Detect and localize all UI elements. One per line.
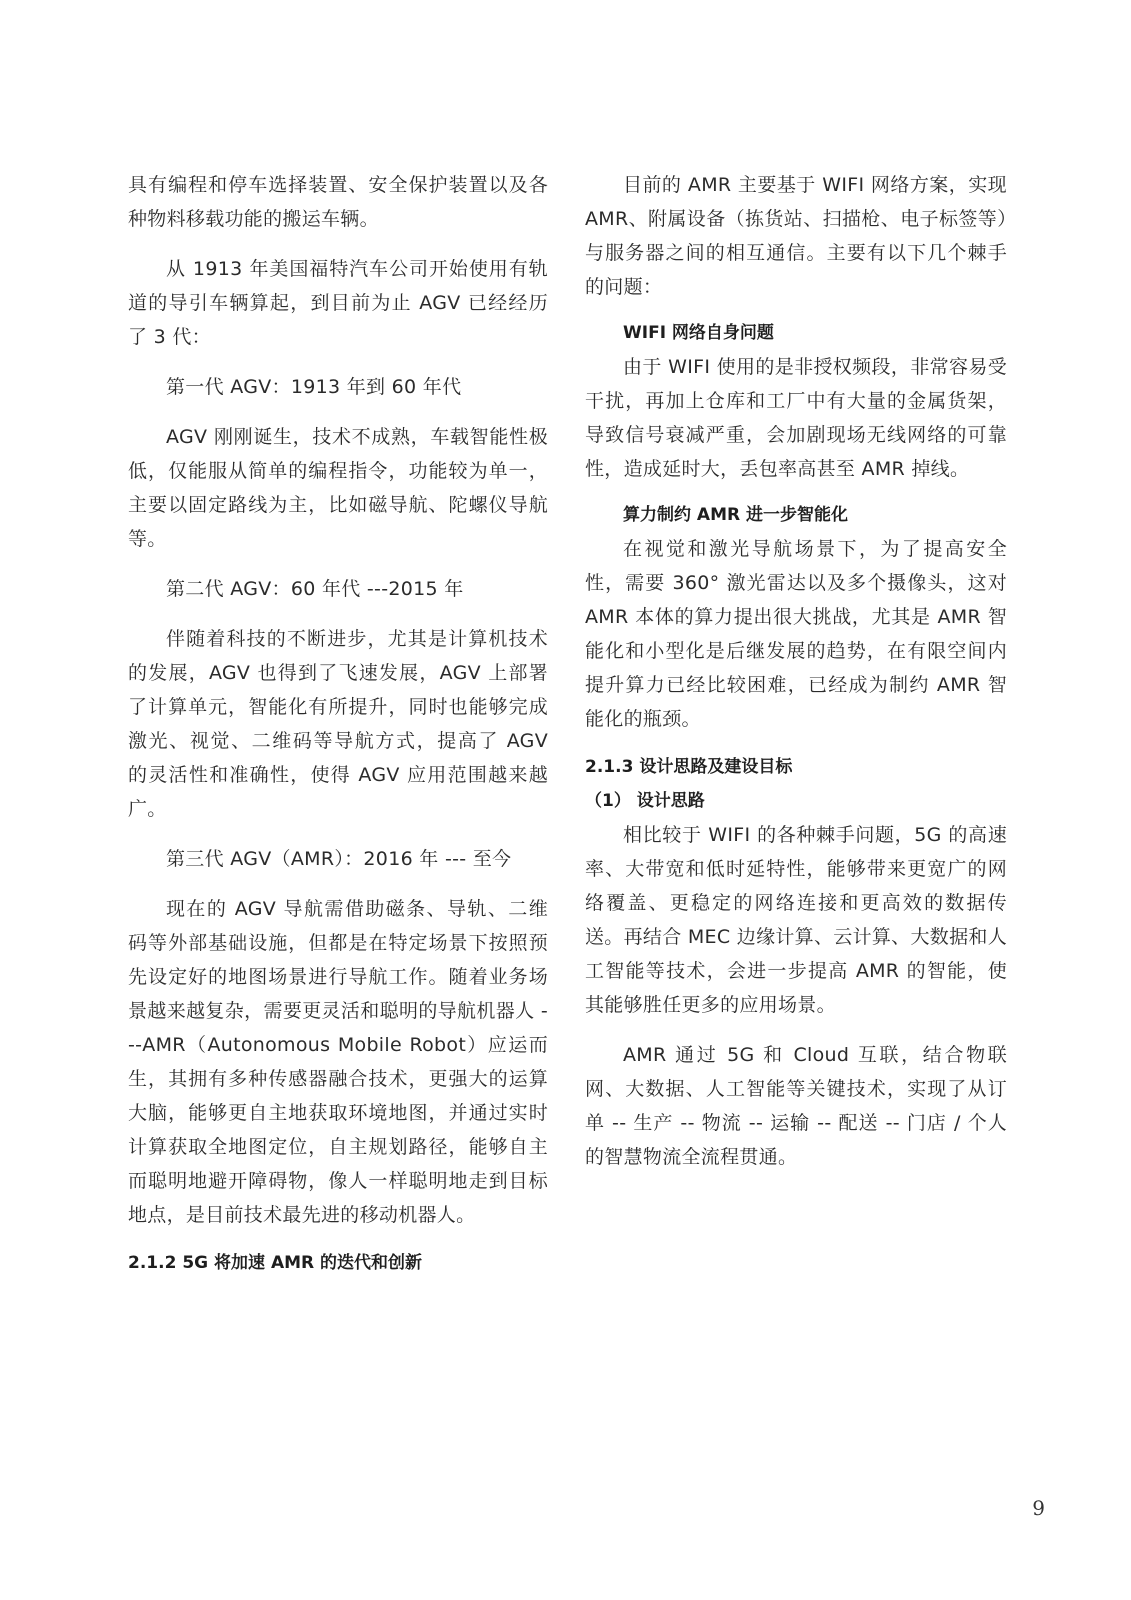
left-column [128,168,548,1280]
paragraph-continuation: 具有编程和停车选择装置、安全保护装置以及各种物料移载功能的搬运车辆。 [128,174,548,230]
section-heading-2-1-2: 2.1.2 5G 将加速 AMR 的迭代和创新 [128,1253,423,1273]
paragraph-compute-limit: 在视觉和激光导航场景下，为了提高安全性，需要 360° 激光雷达以及多个摄像头，这对 AMR 本体的算力提出很大挑战，尤其是 AMR 智能化和小型化是后继发展的趋势，在有限空间内提升算力已经比较困难，已经成为制约 AMR 智能化的瓶颈。 [585,538,1007,730]
heading-wifi-issue: WIFI 网络自身问题 [623,323,774,343]
paragraph-gen2: 伴随着科技的不断进步，尤其是计算机技术的发展，AGV 也得到了飞速发展，AGV 上部署了计算单元，智能化有所提升，同时也能够完成激光、视觉、二维码等导航方式，提高了 AGV 的灵活性和准确性，使得 AGV 应用范围越来越广。 [128,628,548,820]
paragraph-gen1: AGV 刚刚诞生，技术不成熟，车载智能性极低，仅能服从简单的编程指令，功能较为单一，主要以固定路线为主，比如磁导航、陀螺仪导航等。 [128,426,548,550]
page-number: 9 [1032,1496,1045,1520]
paragraph-amr-5g-cloud: AMR 通过 5G 和 Cloud 互联，结合物联网、大数据、人工智能等关键技术，实现了从订单 -- 生产 -- 物流 -- 运输 -- 配送 -- 门店 / 个人的智慧物流全流程贯通。 [585,1044,1007,1168]
paragraph-amr-wifi: 目前的 AMR 主要基于 WIFI 网络方案，实现 AMR、附属设备（拣货站、扫描枪、电子标签等）与服务器之间的相互通信。主要有以下几个棘手的问题： [585,174,1007,298]
heading-compute-limit: 算力制约 AMR 进一步智能化 [623,505,849,525]
sub-heading-design-idea: （1） 设计思路 [585,791,705,811]
paragraph-5g-advantage: 相比较于 WIFI 的各种棘手问题，5G 的高速率、大带宽和低时延特性，能够带来更宽广的网络覆盖、更稳定的网络连接和更高效的数据传送。再结合 MEC 边缘计算、云计算、大数据和人工智能等技术，会进一步提高 AMR 的智能，使其能够胜任更多的应用场景。 [585,824,1007,1016]
section-heading-2-1-3: 2.1.3 设计思路及建设目标 [585,757,793,777]
paragraph-agv-history: 从 1913 年美国福特汽车公司开始使用有轨道的导引车辆算起，到目前为止 AGV 已经经历了 3 代： [128,258,548,348]
right-column [585,168,1007,1174]
gen3-heading: 第三代 AGV（AMR）：2016 年 --- 至今 [166,848,512,870]
gen1-heading: 第一代 AGV：1913 年到 60 年代 [166,376,462,398]
paragraph-wifi-issue: 由于 WIFI 使用的是非授权频段，非常容易受干扰，再加上仓库和工厂中有大量的金属货架，导致信号衰减严重，会加剧现场无线网络的可靠性，造成延时大，丢包率高甚至 AMR 掉线。 [585,356,1007,480]
gen2-heading: 第二代 AGV：60 年代 ---2015 年 [166,578,464,600]
paragraph-gen3: 现在的 AGV 导航需借助磁条、导轨、二维码等外部基础设施，但都是在特定场景下按照预先设定好的地图场景进行导航工作。随着业务场景越来越复杂，需要更灵活和聪明的导航机器人 ---AMR（Autonomous Mobile Robot）应运而生，其拥有多种传感器融合技术，更强大的运算大脑，能够更自主地获取环境地图，并通过实时计算获取全地图定位，自主规划路径，能够自主而聪明地避开障碍物，像人一样聪明地走到目标地点，是目前技术最先进的移动机器人。 [128,898,548,1226]
